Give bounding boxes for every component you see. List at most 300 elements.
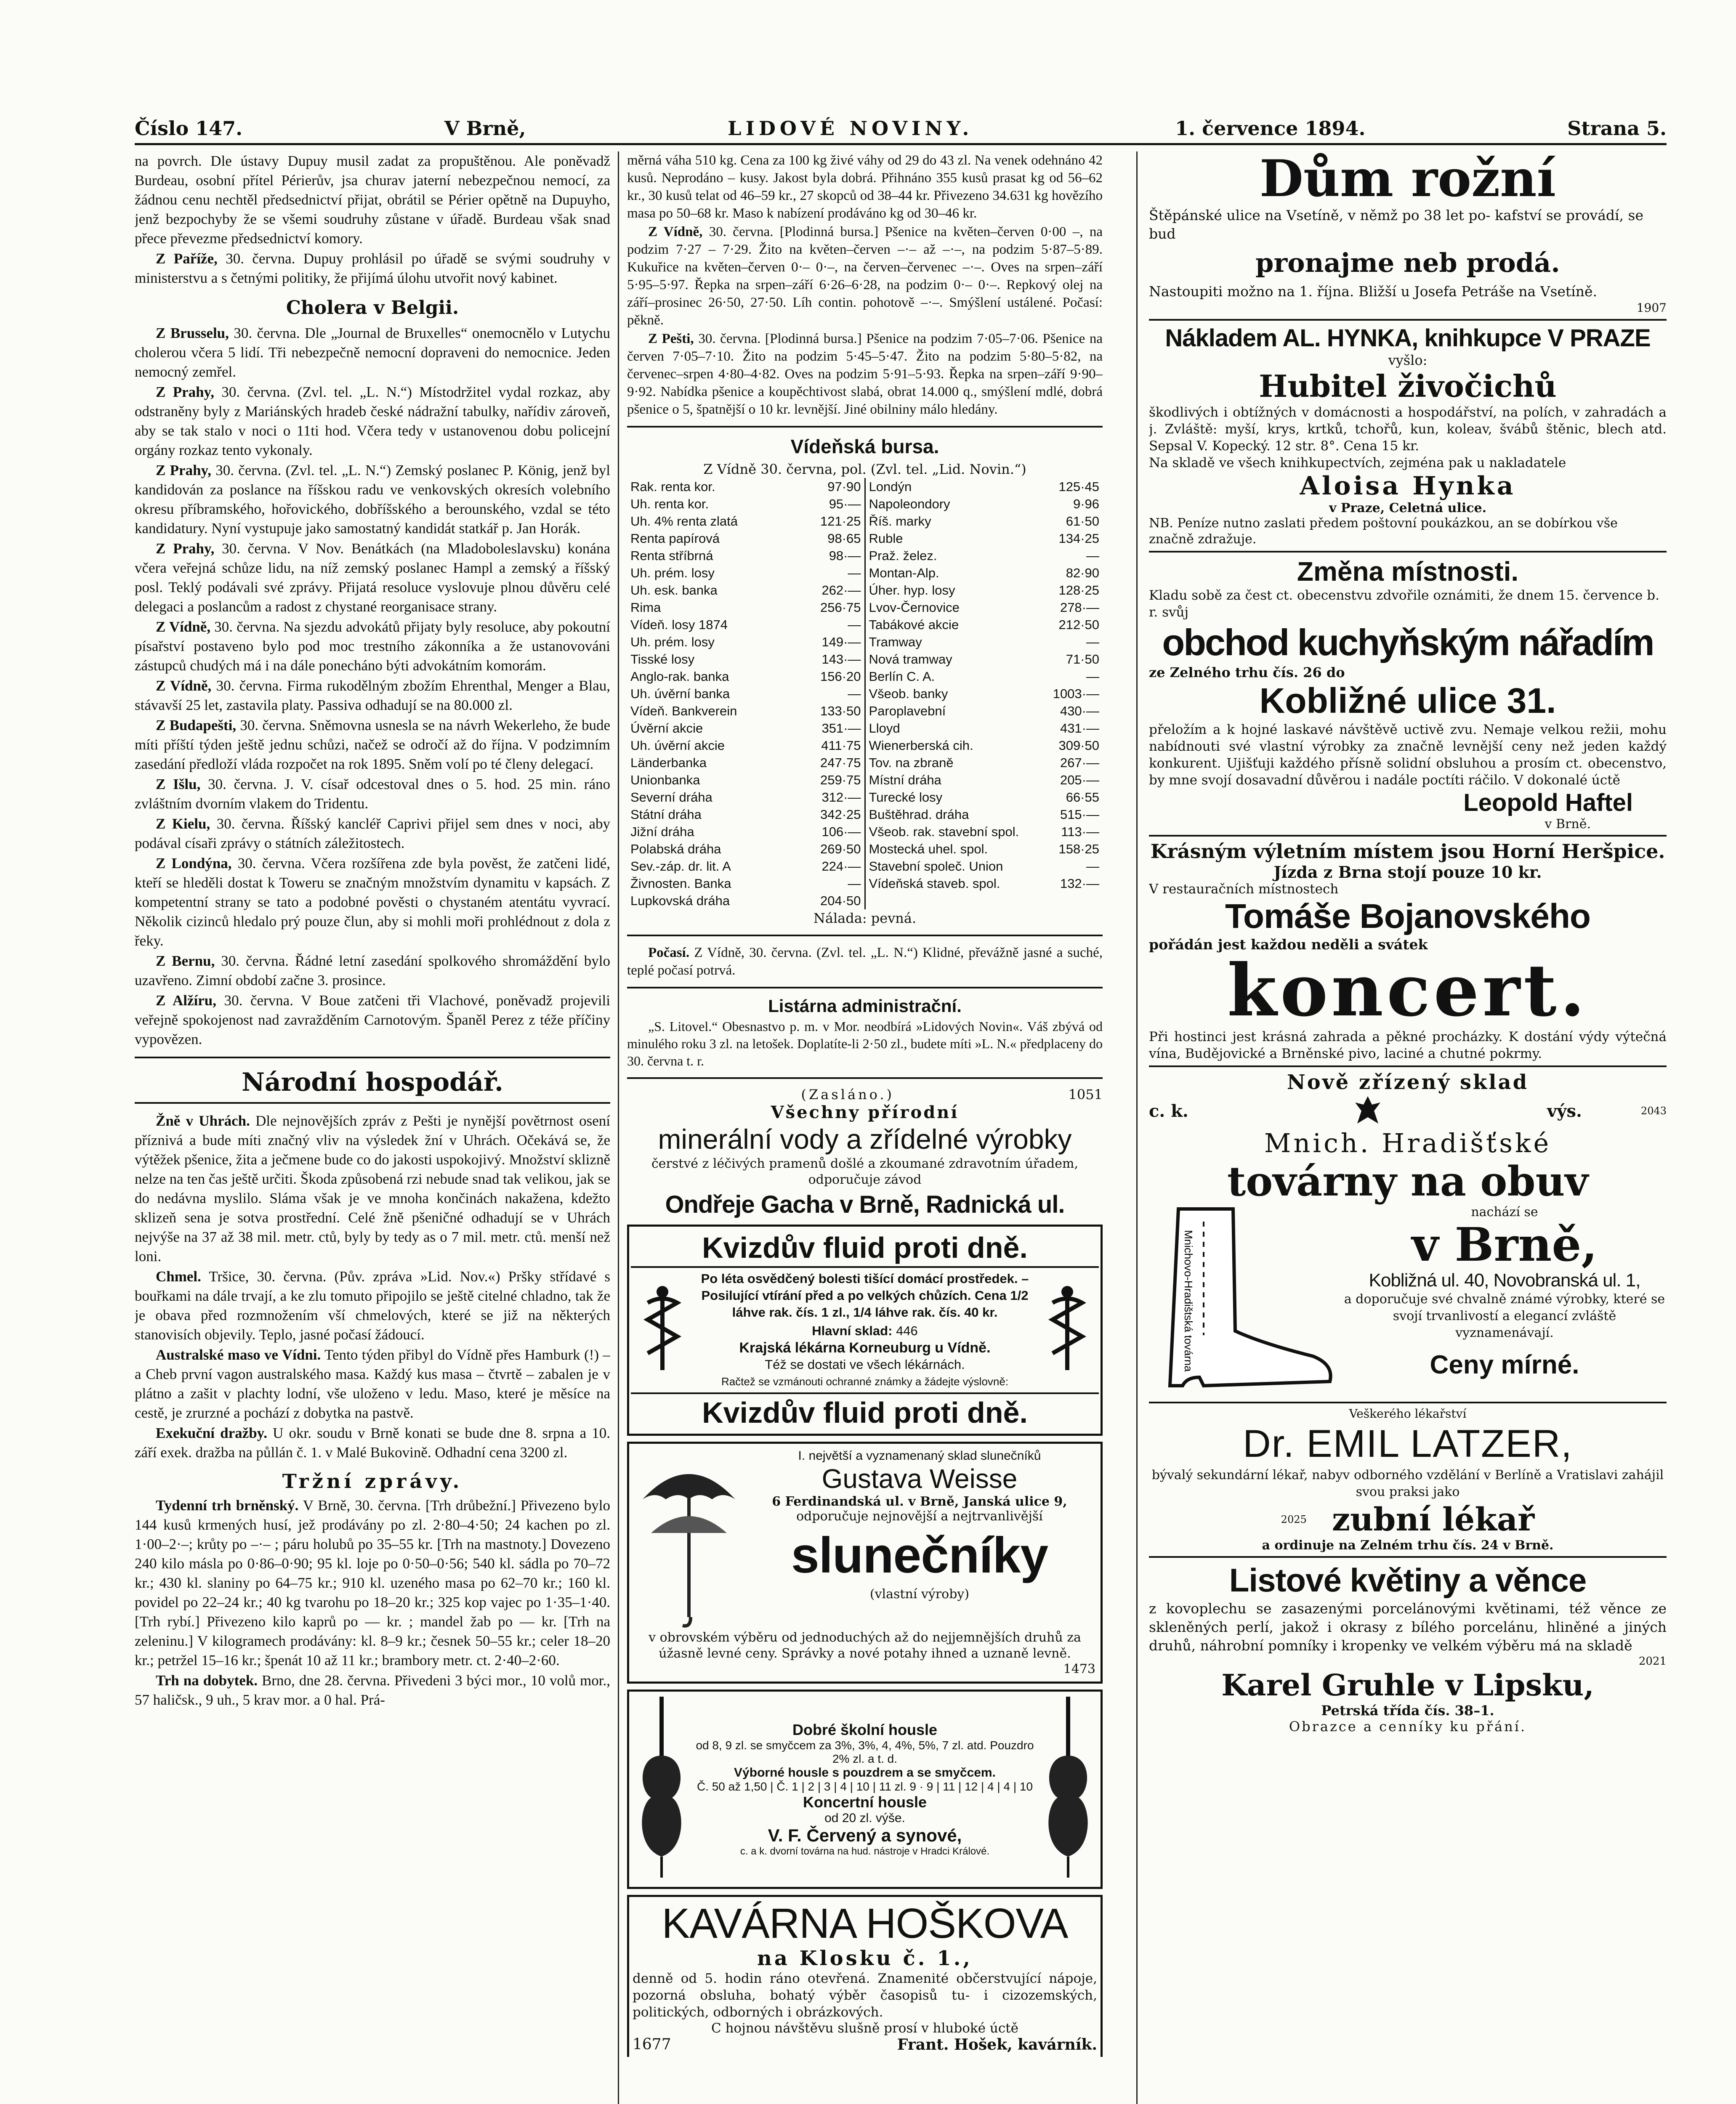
bursa-security: Všeob. banky (869, 686, 948, 701)
article-paragraph: na povrch. Dle ústavy Dupuy musil zadat za propuštěnou. Ale poněvadž Burdeau, osobní přítel Périerův, jsa churav jaterní nebezpečnou nemocí, za žádnou cenu nechtěl předsednictví přijat, obrátil se Périer opětně na Dupuyho, jenž bezpochyby že se všemi soudruhy zůstane v úřadě. Burdeau však snad přece převezme předsednictví komory. (135, 153, 610, 247)
column-markets-ads (627, 151, 1103, 2104)
article-paragraph: měrná váha 510 kg. Cena za 100 kg živé váhy od 29 do 43 zl. Na venek odehnáno 42 kusů. Neprodáno – kusy. Jakost byla dobrá. Přihnáno 355 kusů prasat kg od 56–62 kr., 30 kusů telat od 46–59 kr., 27 skopců od 38–44 kr. Přivezeno 34.631 kg hovězího masa po 50–68 kr. Maso k nabízení prodáváno kg od 30–46 kr. (627, 153, 1103, 221)
ad-wreaths-foot: Obrazce a cenníky ku přání. (1289, 1719, 1527, 1735)
ad-dentist-top: Veškerého lékařství (1349, 1407, 1467, 1421)
bursa-quote: 259·75 (820, 773, 861, 787)
bursa-security: Rima (630, 600, 661, 615)
ad-house-sub: pronajme neb prodá. (1255, 247, 1560, 278)
ad-shoes (1149, 1067, 1667, 1403)
ad-shoes-town: Mnich. Hradišťské (1264, 1128, 1552, 1158)
bursa-security: Sev.-záp. dr. lit. A (630, 859, 731, 874)
ad-umbrella-address: 6 Ferdinandská ul. v Brně, Janská ulice 9, (772, 1494, 1067, 1509)
bursa-security: Uh. úvěrní banka (630, 686, 730, 701)
bursa-quote: 430·— (1060, 704, 1099, 718)
bursa-security: Říš. marky (869, 514, 931, 529)
bursa-row (869, 720, 1100, 737)
bursa-row (630, 737, 861, 754)
bursa-row (630, 840, 861, 858)
column-ads (1149, 151, 1667, 2104)
ad-cafe-close: C hojnou návštěvu slušně prosí v hluboké úctě (711, 2021, 1018, 2036)
bursa-quote: 97·90 (827, 479, 861, 494)
bursa-quote: — (848, 566, 861, 580)
bursa-table-left (627, 478, 866, 909)
bursa-row (630, 478, 861, 495)
ad-book (1149, 321, 1667, 553)
divider (627, 1077, 1103, 1079)
bursa-quote: 224·— (821, 859, 861, 874)
bursa-row (869, 840, 1100, 858)
bursa-row (630, 858, 861, 875)
ad-number: 1051 (1068, 1087, 1103, 1102)
bursa-quote: 66·55 (1066, 790, 1099, 805)
article-paragraph: Exekuční dražby. U okr. soudu v Brně konati se bude dne 8. srpna a 10. září exek. dražba na půllán č. 1. v Malé Bukovině. Odhadní cena 3200 zl. (135, 1425, 610, 1461)
bursa-security: Anglo-rak. banka (630, 669, 729, 684)
bursa-security: Lupkovská dráha (630, 893, 730, 908)
page-header (135, 114, 1667, 145)
bursa-security: Rak. renta kor. (630, 479, 715, 494)
ad-violin-prices: Č. 50 až 1,50 | Č. 1 | 2 | 3 | 4 | 10 | 11 zl. 9 · 9 | 11 | 12 | 4 | 4 | 10 (697, 1780, 1033, 1793)
bursa-security: Vídeň. Bankverein (630, 704, 737, 718)
section-heading: Cholera v Belgii. (286, 297, 459, 319)
ad-cafe-signature: Frant. Hošek, kavárník. (897, 2036, 1097, 2054)
bursa-quote: 71·50 (1066, 652, 1099, 667)
ad-concert (1149, 837, 1667, 1067)
bursa-quote: 98·65 (827, 531, 861, 546)
bursa-quote: 309·50 (1058, 738, 1099, 753)
ad-umbrellas (627, 1442, 1103, 1684)
ad-shoes-address: Kobližná ul. 40, Novobranská ul. 1, (1369, 1270, 1640, 1291)
bursa-security: Uh. renta kor. (630, 497, 709, 511)
ad-wreaths-title: Listové květiny a věnce (1229, 1562, 1587, 1599)
ad-mineral-headline: minerální vody a zřídelné výrobky (658, 1124, 1072, 1155)
bursa-quote: 342·25 (820, 807, 861, 822)
ad-violin-cello: Výborné housle s pouzdrem a se smyčcem. (734, 1766, 996, 1780)
bursa-quote: 125·45 (1058, 479, 1099, 494)
divider (627, 426, 1103, 428)
bursa-quote: 262·— (821, 583, 861, 598)
bursa-row (630, 789, 861, 806)
zaslano-label: (Zasláno.) (801, 1087, 895, 1102)
bursa-row (869, 633, 1100, 651)
listarna-text: „S. Litovel.“ Obesnastvo p. m. v Mor. neodbírá »Lidových Novin«. Váš zbývá od minulého roku 3 zl. na letošek. Doplatíte-li 2·50 zl., budete míti »L. N.« předplaceny do 30. června t. r. (627, 1019, 1103, 1068)
bursa-quote: 247·75 (820, 755, 861, 770)
bursa-security: Všeob. rak. stavební spol. (869, 824, 1019, 839)
bursa-row (869, 789, 1100, 806)
bursa-row (630, 582, 861, 599)
bursa-quote: 121·25 (820, 514, 861, 529)
bursa-quote: 411·75 (821, 738, 861, 753)
bursa-security: Stavební společ. Union (869, 859, 1003, 874)
divider (627, 987, 1103, 988)
ad-shoes-priv: výs. (1547, 1101, 1582, 1121)
bursa-row (869, 582, 1100, 599)
bursa-quote: 106·— (821, 824, 861, 839)
bursa-quote: 149·— (821, 635, 861, 649)
ad-violin-concert: Koncertní housle (803, 1793, 927, 1811)
bursa-security: Lloyd (869, 721, 900, 736)
ad-book-pubname: Aloisa Hynka (1300, 471, 1516, 501)
ad-number: 1473 (1063, 1662, 1095, 1676)
ad-wreaths-vendor: Karel Gruhle v Lipsku, (1221, 1668, 1594, 1703)
bursa-quote: 98·— (829, 548, 861, 563)
article-paragraph: Z Vídně, 30. června. Firma rukodělným zbožím Ehrenthal, Menger a Blau, stávavší 25 let, zastavila platy. Passiva odhadují se na 80.000 zl. (135, 677, 610, 713)
ad-dentist (1149, 1403, 1667, 1558)
ad-cafe-text: denně od 5. hodin ráno otevřená. Znamenité občerstvující nápoje, pozorná obsluha, bohatý výběr časopisů tu- i cizozemských, politických, odborných i obrázkových. (633, 1971, 1097, 2020)
ad-cafe-title: KAVÁRNA HOŠKOVA (662, 1900, 1068, 1947)
ad-violin-concert2: od 20 zl. výše. (824, 1811, 905, 1825)
bursa-security: Severní dráha (630, 790, 712, 805)
bursa-quote: 128·25 (1058, 583, 1099, 598)
bursa-security: Tov. na zbraně (869, 755, 954, 770)
ad-dentist-title: zubní lékař (1332, 1501, 1535, 1538)
ad-concert-sub: Jízda z Brna stojí pouze 10 kr. (1273, 863, 1542, 882)
ad-shop-text: Kladu sobě za čest ct. obecenstvu zdvořile oznámiti, že dnem 15. července b. r. svůj (1149, 588, 1659, 620)
bursa-security: Státní dráha (630, 807, 702, 822)
section-heading-economy: Národní hospodář. (242, 1068, 503, 1097)
ad-shoes-price: Ceny mírné. (1430, 1350, 1579, 1379)
article-paragraph: Z Paříže, 30. června. Dupuy prohlásil po úřadě se svými soudruhy v ministerstvu a s četnými politiky, že přijímá úlohu utvořit nový kabinet. (135, 250, 610, 286)
ad-violin-maker2: c. a k. dvorní továrna na hud. nástroje v Hradci Králové. (740, 1846, 990, 1857)
ad-wreaths-text: z kovoplechu se zasazenými porcelánovými květinami, též věnce ze skleněných perlí, jakož i okrasy z bílého porcelánu, hliněné a jiných druhů, náhrobní pomníky i kropenky ve velkém výběru má na skladě (1149, 1600, 1667, 1654)
ad-umbrella-recommend: odporučuje nejnovější a nejtrvanlivější (796, 1509, 1043, 1524)
bursa-quote: 82·90 (1066, 566, 1099, 580)
ad-dentist-name: Dr. EMIL LATZER, (1243, 1422, 1573, 1465)
bursa-row (630, 495, 861, 513)
ad-book-title: Hubitel živočichů (1259, 368, 1557, 404)
ad-violin-text: od 8, 9 zl. se smyčcem za 3%, 3%, 4, 4%, 5%, 7 zl. atd. Pouzdro 2% zl. a t. d. (696, 1739, 1034, 1765)
ad-book-sale: Na skladě ve všech knihkupectvích, zejména pak u nakladatele (1149, 455, 1566, 470)
divider (135, 1057, 610, 1058)
bursa-quote: 134·25 (1058, 531, 1099, 546)
ad-violin-title: Dobré školní housle (792, 1721, 938, 1738)
bursa-row (869, 530, 1100, 547)
bursa-quote: 351·— (821, 721, 861, 736)
article-paragraph: Žně v Uhrách. Dle nejnovějších zpráv z Pešti je nynější povětrnost osení příznivá a bude míti značný vliv na výsledek žní v Uhrách. Očekává se, že výtěžek pšenice, žita a ječmene bude co do jakosti uspokojivý. Množství sklizně nelze na ten čas ještě určiti. Škoda způsobená rzi nebude snad tak velikou, jak se do nedávna myslilo. Sláma však je ve mnoha končinách nakažena, kdežto sklizeň sena je sotva prostřední. Celé žně pšeničné odhadují se v Uhrách nejvýše na 37 až 38 mil. metr. ctů, byly by tedy as o 7 mil. metr. ctů. menší než loni. (135, 1113, 610, 1265)
issue-date: 1. července 1894. (1175, 117, 1366, 140)
bursa-row (869, 858, 1100, 875)
bursa-row (630, 564, 861, 582)
ad-concert-host: Tomáše Bojanovského (1225, 897, 1591, 935)
ad-umbrella-own: (vlastní výroby) (869, 1587, 970, 1602)
bursa-security: Tisské losy (630, 652, 695, 667)
caduceus-emblem-icon (631, 1286, 694, 1374)
article-paragraph: Trh na dobytek. Brno, dne 28. června. Přivedeni 3 býci mor., 10 volů mor., 57 haličsk., 9 uh., 5 krav mor. a 0 hal. Prá- (135, 1672, 610, 1708)
bursa-security: Tabákové akcie (869, 617, 959, 632)
bursa-row (869, 685, 1100, 702)
ad-kvizda-depot: Krajská lékárna Korneuburg u Vídně. (739, 1340, 991, 1356)
bursa-security: Úher. hyp. losy (869, 583, 955, 598)
bursa-quote: — (1086, 669, 1099, 684)
ad-book-vyslo: vyšlo: (1388, 352, 1428, 368)
bursa-row (630, 806, 861, 823)
ad-kvizda-num: 446 (896, 1323, 918, 1338)
violin-icon (634, 1697, 689, 1882)
bursa-security: Turecké losy (869, 790, 943, 805)
ad-shop-title: Změna místnosti. (1297, 556, 1519, 587)
article-paragraph: Z Išlu, 30. června. J. V. císař odcestoval dnes o 5. hod. 25 min. ráno zvláštním dvorním vlakem do Tridentu. (135, 776, 610, 812)
bursa-security: Uh. esk. banka (630, 583, 718, 598)
ad-concert-title: Krásným výletním místem jsou Horní Heršpice. (1150, 840, 1665, 863)
bursa-quote: 267·— (1060, 755, 1099, 770)
bursa-quote: 9·96 (1073, 497, 1099, 511)
header-city: V Brně, (444, 117, 526, 140)
bursa-row (869, 651, 1100, 668)
ad-number: 2021 (1638, 1655, 1667, 1668)
bursa-security: Jižní dráha (630, 824, 694, 839)
bursa-security: Uh. prém. losy (630, 566, 715, 580)
ad-shop-city: v Brně. (1545, 817, 1591, 832)
bursa-row (630, 651, 861, 668)
bursa-security: Nová tramway (869, 652, 952, 667)
ad-umbrella-product: slunečníky (791, 1527, 1048, 1583)
ad-mineral-water (627, 1102, 1103, 1219)
section-heading-market: Tržní zprávy. (282, 1470, 463, 1493)
bursa-row (869, 754, 1100, 771)
bursa-security: Vídeň. losy 1874 (630, 617, 728, 632)
bursa-quote: 158·25 (1058, 842, 1099, 856)
article-paragraph: Z Prahy, 30. června. (Zvl. tel. „L. N.“) Zemský poslanec P. König, jenž byl kandidován za poslance na říšskou radu ve venkovských okresích volebního okresu příbramského, hořovického, dobříšského a berounského, vzdal se této kandidatury. Nyní vystupuje jako samostatný kandidát statkář p. Jan Horák. (135, 462, 610, 537)
bursa-quote: — (1086, 548, 1099, 563)
bursa-quote: 312·— (821, 790, 861, 805)
imperial-eagle-icon (1353, 1094, 1382, 1128)
ad-cafe-sub: na Klosku č. 1., (757, 1947, 973, 1970)
bursa-row (869, 823, 1100, 840)
article-paragraph: Z Londýna, 30. června. Včera rozšířena zde byla pověst, že zatčeni lidé, kteří se hleděli dostat k Toweru se značným množstvím dynamitu v kapsách. Z kompetentní strany se tato a podobné pověsti o chystaném atentátu vyvrací. Několik cizinců hledalo prý pouze člun, aby si mohli moři prohlédnout z dola z řeky. (135, 855, 610, 949)
ad-shoes-city: v Brně, (1412, 1217, 1598, 1272)
bursa-quote: 212·50 (1058, 617, 1099, 632)
bursa-security: Montan-Alp. (869, 566, 939, 580)
bursa-quote: 143·— (821, 652, 861, 667)
caduceus-emblem-icon (1036, 1286, 1099, 1374)
ad-shop-street: Kobližné ulice 31. (1259, 681, 1556, 720)
article-paragraph: Z Alžíru, 30. června. V Boue zatčeni tři Vlachové, poněvadž projevili veřejně spokojenost nad zavražděním Carnotovým. Španěl Perez z téže příčiny vypovězen. (135, 992, 610, 1047)
bursa-security: Paroplavební (869, 704, 946, 718)
bursa-row (630, 892, 861, 909)
bursa-quote: 132·— (1060, 876, 1099, 891)
ad-wreaths-address: Petrská třída čís. 38–1. (1321, 1703, 1494, 1719)
article-paragraph: Tydenní trh brněnský. V Brně, 30. června. [Trh drůbežní.] Přivezeno bylo 144 kusů krmených husí, jež prodávány po zl. 2·80–4·50; 24 kachen po zl. 1·00–2·–; krůty po –·– ; páru holubů po 35–55 kr. [Trh na mastnoty.] Dovezeno 240 kilo másla po 0·86–0·90; 95 kl. loje po 0·50–0·56; 540 kl. sádla po 70–72 kr.; 430 kl. slaniny po 64–75 kr.; 910 kl. uzeného masa po 62–70 kr.; 160 kl. povidel po 22–24 kr.; 40 kg tvarohu po 18–20 kr.; 325 kop vajec po 1·35–1·40. [Trh rybí.] Přivezeno kilo kaprů po –– kr. ; mandel žab po –– kr. [Trh na zeleninu.] V kilogramech prodávány: kl. 8–9 kr.; česnek 50–55 kr.; celer 18–20 kr.; petržel 15–16 kr.; špenát 10 až 11 kr.; brambory metr. ct. 2·40–2·60. (135, 1497, 610, 1668)
bursa-quote: — (848, 617, 861, 632)
article-paragraph: Z Brusselu, 30. června. Dle „Journal de Bruxelles“ onemocnělo v Lutychu cholerou včera 5 lidí. Tři nebezpečně nemocní dopraveni do nemocnice. Jeden nemocný zemřel. (135, 325, 610, 380)
ad-violin-maker: V. F. Červený a synové, (768, 1825, 962, 1845)
ad-shop-move (1149, 553, 1667, 837)
violin-icon (1041, 1697, 1095, 1882)
bursa-quote: — (1086, 635, 1099, 649)
bursa-row (869, 564, 1100, 582)
ad-kvizda-also: Též se dostati ve všech lékárnách. (765, 1357, 965, 1372)
ad-house-text: Štěpánské ulice na Vsetíně, v němž po 38 let po- kafství se provádí, se bud (1149, 207, 1643, 242)
bursa-security: Lvov-Černovice (869, 600, 960, 615)
ad-house-title: Dům rožní (1259, 151, 1556, 208)
divider (135, 1102, 610, 1104)
ad-shop-text2: přeložím a k hojné laskavé návštěvě uctivě zvu. Nemaje velkou režii, mohu nabídnouti své vlastní výrobky za značně levnější ceny než jeden každý konkurent. Ujišťuji každého přísně solidní obsluhou a prosím ct. obecenstvo, by mne svojí dosavadní důvěrou i nadále poctíti ráčilo. V dokonalé úctě (1149, 722, 1667, 788)
ad-wreaths (1149, 1558, 1667, 1738)
ad-shop-signature: Leopold Haftel (1463, 789, 1633, 816)
ad-number: 2043 (1640, 1105, 1667, 1117)
article-paragraph: Z Budapešti, 30. června. Sněmovna usnesla se na návrh Wekerleho, že bude míti příští týden ještě jednu schůzi, načež se odročí až do října. V podzimním zasedání předloží vláda rozpočet na rok 1895. Sněm volí po té členy delegací. (135, 717, 610, 772)
article-paragraph: Z Pešti, 30. června. [Plodinná bursa.] Pšenice na podzim 7·05–7·06. Pšenice na červen 7·05–7·10. Žito na podzim 5·45–5·47. Žito na podzim 5·80–5·82, na červenec–srpen 4·80–4·82. Oves na podzim 5·91–5·93. Řepka na srpen–září 9·90–9·92. Nabídka pšenice a koupěchtivost slabá, obrat 14.000 q., smýšlení mdlé, dobrá pšenice o 5, špatnější o 10 kr. levnější. Jiné obilniny málo hledány. (627, 331, 1103, 417)
bursa-subheading: Z Vídně 30. června, pol. (Zvl. tel. „Lid. Novin.“) (703, 461, 1026, 477)
ad-mineral-vendor: Ondřeje Gacha v Brně, Radnická ul. (665, 1191, 1065, 1218)
ad-dentist-text: bývalý sekundární lékař, nabyv odborného vzdělání v Berlíně a Vratislavi zahájil svou praksi jako (1151, 1468, 1664, 1499)
bursa-row (630, 547, 861, 564)
article-paragraph: Australské maso ve Vídni. Tento týden přibyl do Vídně přes Hamburk (!) – a Cheb první vagon australského masa. Každý kus masa – čtvrtě – zabalen je v plátno a zašit v plachty lodní, vše uloženo v ledu. Maso, které je měsíce na cestě, je zrurzné a pochází z dobytka na pastvě. (135, 1347, 610, 1421)
ad-book-nb: NB. Peníze nutno zaslati předem poštovní poukázkou, an se dobírkou vše značně zdražuje. (1149, 516, 1618, 547)
bursa-row (630, 754, 861, 771)
bursa-security: Londýn (869, 479, 912, 494)
bursa-security: Uh. 4% renta zlatá (630, 514, 738, 529)
bursa-security: Renta stříbrná (630, 548, 713, 563)
bursa-security: Napoleondory (869, 497, 950, 511)
bursa-table (627, 478, 1103, 909)
umbrella-icon (634, 1449, 744, 1630)
bursa-row (630, 720, 861, 737)
ad-shoes-headline: továrny na obuv (1227, 1158, 1589, 1205)
issue-number: Číslo 147. (135, 117, 243, 140)
bursa-row (630, 530, 861, 547)
bursa-row (869, 737, 1100, 754)
ad-umbrella-text: v obrovském výběru od jednoduchých až do nejjemnějších druhů za úžasně levné ceny. Správky a nové potahy ihned a uznaně levně. (649, 1630, 1081, 1661)
bursa-security: Praž. želez. (869, 548, 937, 563)
bursa-security: Místní dráha (869, 773, 941, 787)
bursa-heading: Vídeňská bursa. (790, 436, 939, 457)
ad-kvizda-text: Po léta osvědčený bolesti tišící domácí prostředek. – Posilující vtírání před a po velkých chůzích. Cena 1/2 láhve rak. čís. 1 zl., 1/4 láhve rak. čís. 40 kr. (701, 1271, 1029, 1320)
article-paragraph: Z Vídně, 30. června. [Plodinná bursa.] Pšenice na květen–červen 0·00 –, na podzim 7·27 – 7·29. Žito na květen–červen –·– až –·–, na podzim 5·87–5·89. Kukuřice na květen–červen 0·– 0·–, na červen–červenec –·–. Oves na srpen–září 5·95–5·97. Řepka na srpen–září 6·26–6·28, na podzim 0·– 0·–. Repkový olej na září–prosinec 26·50, 27·50. Líh contin. pohotově –·–. Smýšlení ustálené. Počasí: pěkně. (627, 224, 1103, 328)
zaslano-row (627, 1087, 1103, 1102)
bursa-row (630, 823, 861, 840)
ad-cafe (627, 1895, 1103, 2057)
bursa-security: Unionbanka (630, 773, 700, 787)
article-paragraph: Z Bernu, 30. června. Řádné letní zasedání spolkového shromáždění bylo uzavřeno. Zimní období začne 3. prosince. (135, 953, 610, 988)
bursa-row (630, 668, 861, 685)
bursa-quote: 278·— (1060, 600, 1099, 615)
page-number: Strana 5. (1567, 117, 1667, 140)
bursa-row (869, 495, 1100, 513)
bursa-security: Tramway (869, 635, 922, 649)
bursa-quote: 133·50 (820, 704, 861, 718)
article-paragraph: Chmel. Tršice, 30. června. (Pův. zpráva »Lid. Nov.«) Pršky střídavé s bouřkami na dále trvají, a ke zlu tomuto připojilo se ještě citelné chladno, tak že je obava před rozmnožením vší chmelových, které se již na některých stanovisích objevily. Teplo, jasné počasí žádoucí. (135, 1268, 610, 1343)
bursa-quote: 204·50 (820, 893, 861, 908)
bursa-security: Polabská dráha (630, 842, 721, 856)
ad-shoes-top: Nově zřízený sklad (1287, 1071, 1529, 1094)
ad-concert-text2: pořádán jest každou neděli a svátek (1149, 936, 1428, 953)
ad-mineral-line1: Všechny přírodní (771, 1102, 959, 1122)
bursa-row (869, 478, 1100, 495)
ad-house-foot: Nastoupiti možno na 1. října. Bližší u Josefa Petráše na Vsetíně. (1149, 283, 1597, 300)
bursa-quote: 269·50 (820, 842, 861, 856)
bursa-security: Úvěrní akcie (630, 721, 703, 736)
bursa-quote: — (848, 876, 861, 891)
ad-kvizda-warning: Račtež se vzmánouti ochranné známky a žádejte výslovně: (721, 1375, 1009, 1388)
bursa-security: Länderbanka (630, 755, 707, 770)
bursa-security: Uh. úvěrní akcie (630, 738, 725, 753)
divider (627, 935, 1103, 936)
ad-concert-text3: Při hostinci jest krásná zahrada a pěkné procházky. K dostání výdy výtečná vína, Budějovické a Brněnské pivo, laciné a chutné pokrmy. (1149, 1029, 1667, 1061)
bursa-row (869, 513, 1100, 530)
bursa-mood: Nálada: pevná. (813, 910, 917, 926)
ad-mineral-text: čerstvé z léčivých pramenů došlé a zkoumané zdravotním úřadem, odporučuje závod (651, 1156, 1078, 1187)
bursa-quote: 515·— (1060, 807, 1099, 822)
ad-concert-headline: koncert. (1227, 948, 1588, 1033)
bursa-quote: — (848, 686, 861, 701)
bursa-row (630, 599, 861, 616)
bursa-row (630, 685, 861, 702)
bursa-row (869, 599, 1100, 616)
ad-kvizda (627, 1225, 1103, 1436)
boot-label: Mnichovo-Hradištská továrna (1182, 1230, 1195, 1372)
ad-shop-from: ze Zelného trhu čís. 26 do (1149, 664, 1345, 680)
bursa-row (869, 547, 1100, 564)
bursa-row (869, 668, 1100, 685)
boot-icon (1153, 1205, 1338, 1398)
article-paragraph: Z Kielu, 30. června. Říšský kancléř Caprivi přijel sem dnes v noci, aby podával císaři zprávy o státních záležitostech. (135, 816, 610, 851)
ad-shoes-text: a doporučuje své chvalně známé výrobky, které se svojí trvanlivostí a elegancí zvláště vyznamenávají. (1344, 1292, 1665, 1340)
ad-number: 1907 (1636, 301, 1667, 315)
article-paragraph: Z Prahy, 30. června. V Nov. Benátkách (na Mladoboleslavsku) konána včera veřejná schůze lidu, na níž zemský poslanec Hampl a zemský a říšský posl. Teklý podávali své zprávy. Přijatá resoluce vyslovuje plnou důvěru celé delegaci a poslancům a radost z chystané reorganisace strany. (135, 540, 610, 615)
bursa-row (630, 616, 861, 633)
column-divider (618, 151, 619, 2104)
bursa-quote: 61·50 (1066, 514, 1099, 529)
bursa-security: Vídeňská staveb. spol. (869, 876, 1000, 891)
bursa-row (869, 702, 1100, 720)
ad-shop-product: obchod kuchyňským nářadím (1162, 622, 1654, 663)
ad-book-text: škodlivých i obtížných v domácnosti a hospodářství, na polích, v zahradách a j. Zvláště: myší, krys, krtků, tchořů, kun, koleav, švábů štěnic, blech atd. Sepsal V. Kopecký. 12 str. 8°. Cena 15 kr. (1149, 405, 1667, 454)
bursa-row (869, 616, 1100, 633)
bursa-quote: 431·— (1060, 721, 1099, 736)
ad-shoes-ck: c. k. (1149, 1101, 1188, 1121)
weather-report: Počasí. Z Vídně, 30. června. (Zvl. tel. „L. N.“) Klidné, převážně jasné a suché, teplé počasí potrvá. (627, 945, 1103, 978)
ad-book-publisher: Nákladem AL. HYNKA, knihkupce V PRAZE (1165, 324, 1651, 352)
bursa-row (630, 771, 861, 789)
ad-book-pubaddr: v Praze, Celetná ulice. (1329, 501, 1487, 515)
article-paragraph: Z Vídně, 30. června. Na sjezdu advokátů přijaty byly resoluce, aby pokoutní písařství postaveno bylo pod moc trestního zákonníka a že ustanovováni zástupců chudých má i na dále ponecháno býti advokátním komorám. (135, 619, 610, 674)
column-divider (1136, 151, 1138, 2104)
bursa-row (630, 513, 861, 530)
bursa-quote: 113·— (1061, 824, 1099, 839)
bursa-security: Mostecká uhel. spol. (869, 842, 988, 856)
ad-concert-text: V restauračních místnostech (1149, 882, 1339, 897)
ad-umbrella-name: Gustava Weisse (821, 1464, 1018, 1494)
column-news (135, 151, 610, 2104)
bursa-row (869, 806, 1100, 823)
bursa-quote: 156·20 (820, 669, 861, 684)
article-paragraph: Z Prahy, 30. června. (Zvl. tel. „L. N.“) Místodržitel vydal rozkaz, aby odstraněny byly z Mariánských hradeb české nádražní tabulky, nařídiv zároveň, aby se tak stalo v noci o 11ti hod. Včera tedy v ustanovenou dobu policejní orgány rozkaz tento vykonaly. (135, 384, 610, 458)
bursa-quote: 95·— (829, 497, 861, 511)
bursa-security: Berlín C. A. (869, 669, 935, 684)
ad-dentist-address: a ordinuje na Zelném trhu čís. 24 v Brně. (1262, 1538, 1554, 1553)
bursa-security: Uh. prém. losy (630, 635, 715, 649)
bursa-row (630, 633, 861, 651)
bursa-row (630, 875, 861, 892)
ad-violins (627, 1690, 1103, 1889)
bursa-table-right (866, 478, 1103, 909)
bursa-quote: 256·75 (820, 600, 861, 615)
ad-umbrella-top: I. největší a vyznamenaný sklad slunečníků (798, 1449, 1041, 1463)
bursa-row (869, 771, 1100, 789)
ad-kvizda-title-bottom: Kvizdův fluid proti dně. (631, 1392, 1099, 1429)
listarna-heading: Listárna administrační. (768, 996, 962, 1016)
ad-kvizda-title: Kvizdův fluid proti dně. (631, 1231, 1099, 1268)
bursa-security: Wienerberská cih. (869, 738, 973, 753)
masthead-title: LIDOVÉ NOVINY. (728, 117, 973, 140)
bursa-row (630, 702, 861, 720)
bursa-security: Buštěhrad. dráha (869, 807, 969, 822)
ad-number: 2025 (1281, 1513, 1307, 1525)
bursa-row (869, 875, 1100, 892)
ad-kvizda-depot-head: Hlavní sklad: (812, 1323, 893, 1338)
bursa-quote: 1003·— (1053, 686, 1099, 701)
bursa-security: Renta papírová (630, 531, 720, 546)
